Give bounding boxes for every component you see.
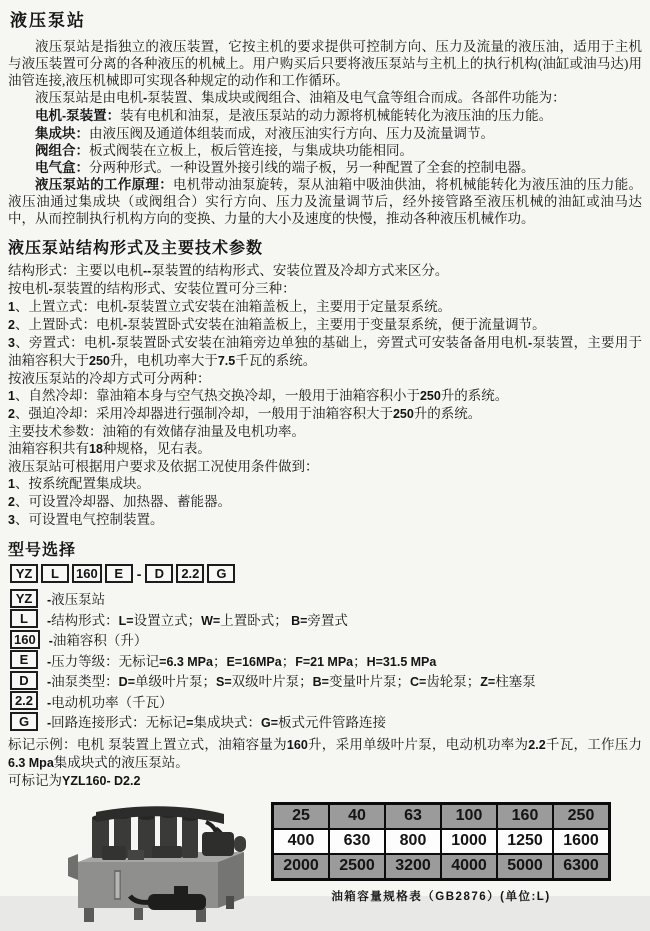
model-legend-row [10,609,642,630]
tank-capacity-table [271,802,611,881]
model-code-box: YZ [10,589,38,608]
page-title: 液压泵站 [10,11,86,30]
capacity-cell: 25 [273,803,330,829]
model-code-box: E [105,564,133,583]
paragraph: 1、按系统配置集成块。 [8,476,150,491]
model-code-box: 160 [72,564,102,583]
model-legend-desc: -结构形式：L=设置立式；W=上置卧式； B=旁置式 [47,612,348,628]
capacity-cell: 6300 [553,854,610,880]
paragraph: 3、旁置式：电机-泵装置卧式安装在油箱旁边单独的基础上，旁置式可安装备备用电机-泵装置，主要用于油箱容积大于250升，电机功率大于7.5千瓦的系统。 [8,335,643,368]
bottom-zone [8,802,642,931]
capacity-cell: 63 [385,803,441,829]
model-legend-desc: -回路连接形式：无标记=集成块式：G=板式元件管路连接 [47,715,387,731]
paragraph: 2、强迫冷却：采用冷却器进行强制冷却，一般用于油箱容积大于250升的系统。 [8,406,482,421]
model-legend-row [10,650,642,671]
capacity-cell: 100 [441,803,497,829]
model-legend-row [10,629,642,650]
model-code-row [10,564,642,583]
model-code-box: 2.2 [10,691,38,710]
model-section-heading: 型号选择 [8,542,77,559]
paragraph: 3、可设置电气控制装置。 [8,512,164,527]
intro-section [8,38,642,227]
paragraph: 油箱容积共有18种规格，见右表。 [8,441,211,456]
model-legend-row [10,670,642,691]
capacity-cell: 5000 [497,854,553,880]
capacity-cell: 160 [497,803,553,829]
model-code-legend [8,588,642,732]
model-code-box: 160 [10,630,40,649]
paragraph: 1、上置立式：电机-泵装置立式安装在油箱盖板上，主要用于定量泵系统。 [8,299,452,314]
capacity-cell: 2500 [329,854,385,880]
model-legend-row [10,691,642,712]
capacity-cell: 1600 [553,829,610,854]
paragraph: 2、可设置冷却器、加热器、蓄能器。 [8,494,231,509]
capacity-cell: 800 [385,829,441,854]
model-code-box: D [145,564,173,583]
paragraph: 液压泵站是由电机-泵装置、集成块或阀组合、油箱及电气盒等组合而成。各部件功能为： [35,90,566,105]
model-legend-desc: -压力等级：无标记=6.3 MPa；E=16MPa；F=21 MPa；H=31.5 MPa [47,653,437,669]
paragraph: 1、自然冷却：靠油箱本身与空气热交换冷却，一般用于油箱容积小于250升的系统。 [8,388,509,403]
model-legend-desc: -液压泵站 [47,592,106,608]
structure-section [8,262,642,529]
table-caption: 油箱容量规格表（GB2876）(单位:L) [331,890,551,903]
paragraph: 电机-泵装置：装有电机和油泵，是液压泵站的动力源将机械能转化为液压油的压力能。 [35,108,553,123]
paragraph: 标记示例：电机 泵装置上置立式，油箱容量为160升，采用单级叶片泵，电动机功率为2.2千瓦，工作压力6.3 Mpa集成块式的液压泵站。 [8,736,643,770]
capacity-cell: 630 [329,829,385,854]
paragraph: 按电机-泵装置的结构形式、安装位置可分三种： [8,281,296,296]
capacity-cell: 1250 [497,829,553,854]
model-code-box: 2.2 [176,564,204,583]
model-code-box: L [41,564,69,583]
model-code-box: G [207,564,235,583]
table-row [273,803,610,829]
capacity-cell: 2000 [273,854,330,880]
paragraph: 电气盒：分两种形式。一种设置外接引线的端子板，另一种配置了全套的控制电器。 [35,160,535,175]
paragraph: 2、上置卧式：电机-泵装置卧式安装在油箱盖板上，主要用于变量泵系统，便于流量调节。 [8,317,546,332]
model-legend-desc: -电动机功率（千瓦） [47,694,173,710]
model-code-box: L [10,609,38,628]
pump-station-photo [56,802,261,931]
paragraph: 液压泵站是指独立的液压装置，它按主机的要求提供可控制方向、压力及流量的液压油，适用于主机与液压装置可分离的各种液压的机械上。用户购买后只要将液压泵站与主机上的执行机构(油缸或油马达)用油管连接,液压机械即可实现各种规定的动作和工作循环。 [8,39,642,88]
model-legend-row [10,588,642,609]
paragraph: 可标记为YZL160- D2.2 [8,772,141,788]
model-legend-desc: -油箱容积（升） [48,633,148,649]
capacity-cell: 3200 [385,854,441,880]
model-legend-row [10,711,642,732]
model-code-box: D [10,671,38,690]
model-code-box: E [10,650,38,669]
model-legend-desc: -油泵类型：D=单级叶片泵；S=双级叶片泵；B=变量叶片泵；C=齿轮泵；Z=柱塞泵 [47,674,536,690]
paragraph: 液压泵站可根据用户要求及依据工况使用条件做到： [8,459,319,474]
marking-example [8,736,642,790]
paragraph: 集成块：由液压阀及通道体组装而成，对液压油实行方向、压力及流量调节。 [35,126,494,141]
table-row [273,829,610,854]
pump-station-illustration [56,802,261,926]
paragraph: 主要技术参数：油箱的有效储存油量及电机功率。 [8,424,305,439]
paragraph: 按液压泵站的冷却方式可分两种： [8,371,211,386]
paragraph: 结构形式：主要以电机--泵装置的结构形式、安装位置及冷却方式来区分。 [8,263,449,278]
capacity-cell: 40 [329,803,385,829]
table-row [273,854,610,880]
structure-section-heading: 液压泵站结构形式及主要技术参数 [8,240,264,257]
model-code-box: YZ [10,564,38,583]
capacity-cell: 400 [273,829,330,854]
paragraph: 阀组合：板式阀装在立板上，板后管连接，与集成块功能相同。 [35,143,413,158]
paragraph: 液压泵站的工作原理：电机带动油泵旋转，泵从油箱中吸油供油，将机械能转化为液压油的压力能。液压油通过集成块（或阀组合）实行方向、压力及流量调节后，经外接管路至液压机械的油缸或油马达中，从而控制执行机构方向的变换、力量的大小及速度的快慢，推动各种液压机械作功。 [8,177,643,226]
capacity-cell: 250 [553,803,610,829]
model-code-separator: - [136,565,142,582]
capacity-cell: 4000 [441,854,497,880]
capacity-cell: 1000 [441,829,497,854]
model-code-box: G [10,712,38,731]
tank-capacity-table-block [271,802,611,904]
